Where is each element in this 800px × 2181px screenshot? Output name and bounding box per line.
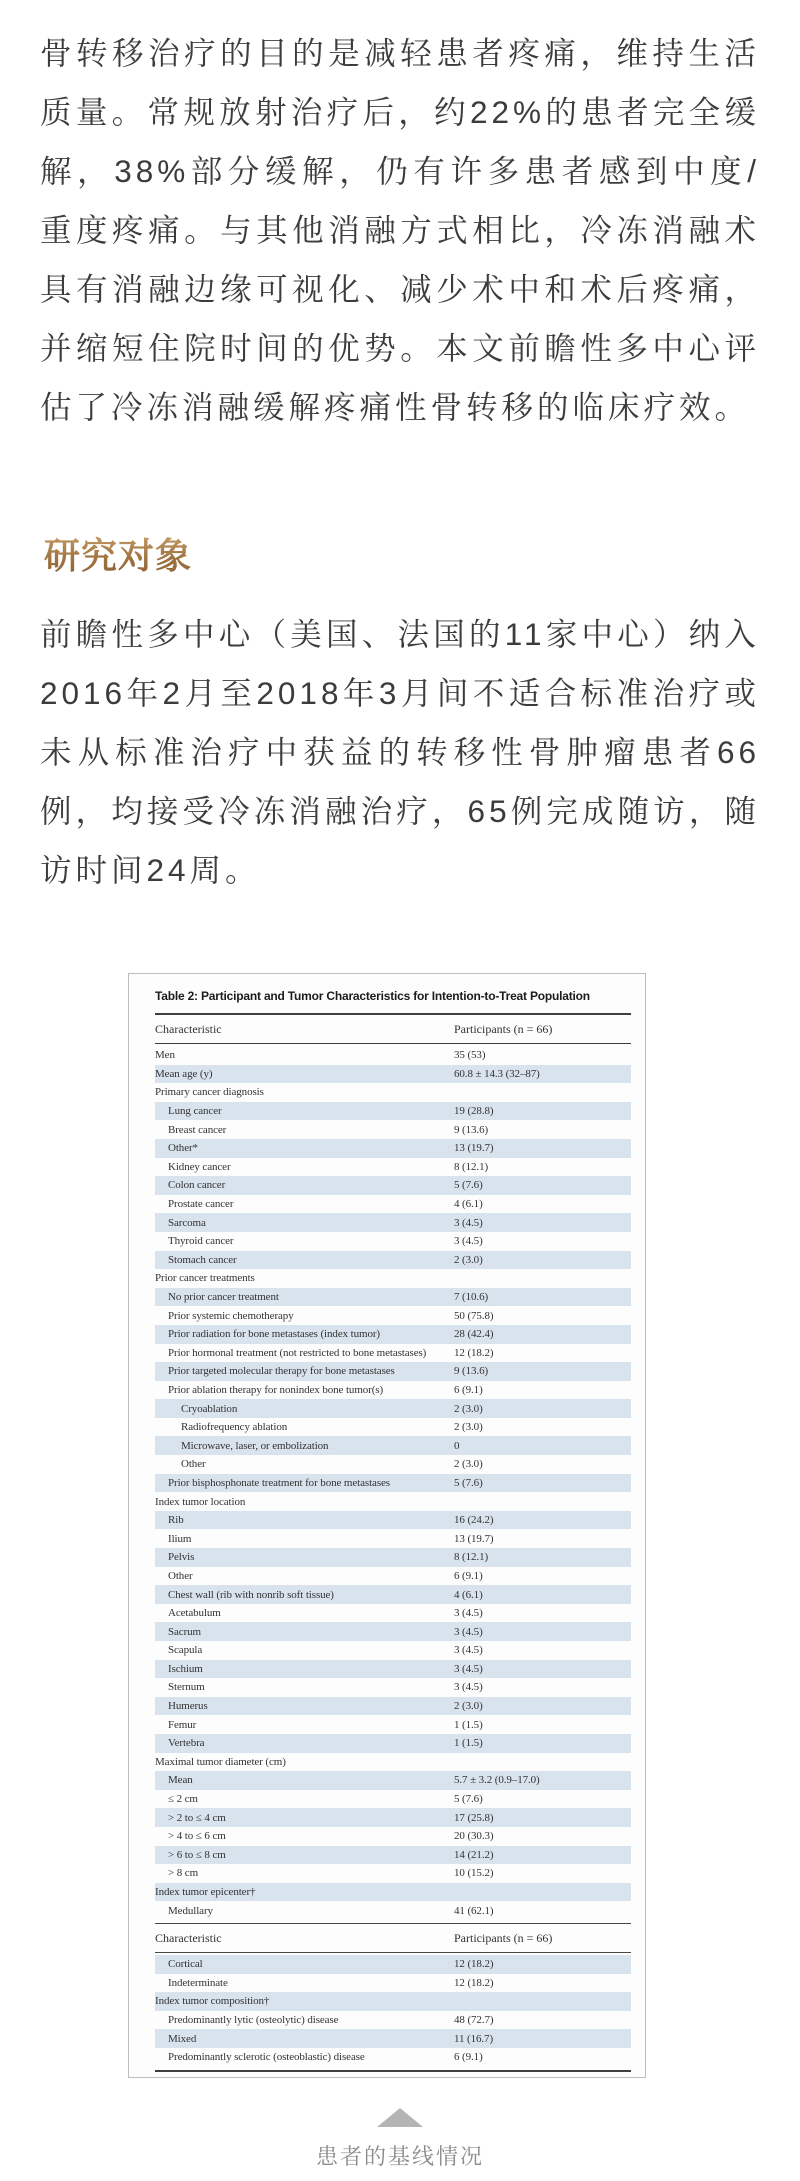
row-value: 19 (28.8) — [454, 1105, 494, 1118]
column-header-participants: Participants (n = 66) — [454, 1930, 553, 1945]
row-label: > 2 to ≤ 4 cm — [168, 1811, 226, 1824]
table-row — [155, 1567, 631, 1586]
row-value: 6 (9.1) — [454, 2051, 483, 2064]
table-row — [155, 1083, 631, 1102]
table-row — [155, 1901, 631, 1920]
table-rows-bottom — [155, 1955, 631, 2067]
row-label: Vertebra — [168, 1737, 205, 1750]
table-row — [155, 1344, 631, 1363]
row-label: Predominantly lytic (osteolytic) disease — [168, 2013, 339, 2026]
row-label: Other* — [168, 1142, 198, 1155]
row-label: Maximal tumor diameter (cm) — [155, 1755, 286, 1768]
table-row — [155, 1585, 631, 1604]
table-row — [155, 1102, 631, 1121]
row-label: Index tumor epicenter† — [155, 1886, 256, 1899]
table-row — [155, 1046, 631, 1065]
row-label: Medullary — [168, 1904, 213, 1917]
table-row — [155, 1474, 631, 1493]
row-label: Ilium — [168, 1532, 192, 1545]
table-row — [155, 1808, 631, 1827]
row-value: 3 (4.5) — [454, 1216, 483, 1229]
row-value: 4 (6.1) — [454, 1198, 483, 1211]
table-header-row — [155, 1015, 631, 1044]
row-label: Other — [168, 1569, 193, 1582]
table-row — [155, 1641, 631, 1660]
row-label: > 8 cm — [168, 1867, 199, 1880]
row-value: 2 (3.0) — [454, 1253, 483, 1266]
table-row — [155, 1753, 631, 1772]
row-label: Mean — [168, 1774, 193, 1787]
row-value: 2 (3.0) — [454, 1421, 483, 1434]
row-value: 10 (15.2) — [454, 1867, 494, 1880]
table-row — [155, 1992, 631, 2011]
row-label: Index tumor location — [155, 1495, 246, 1508]
row-label: Radiofrequency ablation — [181, 1421, 288, 1434]
column-header-characteristic: Characteristic — [155, 1930, 222, 1945]
row-value: 2 (3.0) — [454, 1402, 483, 1415]
row-label: Indeterminate — [168, 1976, 228, 1989]
row-label: Mixed — [168, 2032, 197, 2045]
table-row — [155, 1381, 631, 1400]
table-row — [155, 1195, 631, 1214]
table-row — [155, 1399, 631, 1418]
column-header-participants: Participants (n = 66) — [454, 1022, 553, 1036]
table-row — [155, 1213, 631, 1232]
row-value: 0 — [454, 1439, 460, 1452]
row-value: 6 (9.1) — [454, 1383, 483, 1396]
row-value: 41 (62.1) — [454, 1904, 494, 1917]
row-value: 8 (12.1) — [454, 1160, 489, 1173]
table-row — [155, 1065, 631, 1084]
row-value: 4 (6.1) — [454, 1588, 483, 1601]
table-row — [155, 1604, 631, 1623]
row-value: 1 (1.5) — [454, 1737, 483, 1750]
table-row — [155, 1251, 631, 1270]
table-row — [155, 2011, 631, 2030]
row-label: Acetabulum — [168, 1607, 221, 1620]
table-row — [155, 1418, 631, 1437]
row-label: > 4 to ≤ 6 cm — [168, 1830, 226, 1843]
table-row — [155, 1511, 631, 1530]
table2-figure — [128, 973, 646, 2078]
row-label: Breast cancer — [168, 1123, 227, 1136]
row-value: 12 (18.2) — [454, 1346, 494, 1359]
table-row — [155, 1660, 631, 1679]
row-value: 12 (18.2) — [454, 1976, 494, 1989]
row-label: Colon cancer — [168, 1179, 226, 1192]
row-label: Prior ablation therapy for nonindex bone tumor(s) — [168, 1383, 384, 1396]
table-row — [155, 1548, 631, 1567]
row-label: ≤ 2 cm — [168, 1793, 198, 1806]
row-label: Men — [155, 1049, 175, 1062]
table-row — [155, 1955, 631, 1974]
table-row — [155, 1362, 631, 1381]
row-value: 2 (3.0) — [454, 1458, 483, 1471]
table-row — [155, 1697, 631, 1716]
table-row — [155, 1734, 631, 1753]
table-row — [155, 1883, 631, 1902]
row-value: 3 (4.5) — [454, 1235, 483, 1248]
row-value: 11 (16.7) — [454, 2032, 494, 2045]
row-label: Cortical — [168, 1958, 203, 1971]
row-value: 60.8 ± 14.3 (32–87) — [454, 1067, 540, 1080]
table-row — [155, 1288, 631, 1307]
row-value: 5 (7.6) — [454, 1179, 483, 1192]
figure-caption: 患者的基线情况 — [315, 2144, 484, 2170]
row-value: 1 (1.5) — [454, 1718, 483, 1731]
table-row — [155, 1139, 631, 1158]
row-label: Prior systemic chemotherapy — [168, 1309, 294, 1322]
row-label: Microwave, laser, or embolization — [181, 1439, 329, 1452]
row-label: No prior cancer treatment — [168, 1291, 279, 1304]
row-label: Thyroid cancer — [168, 1235, 234, 1248]
row-value: 3 (4.5) — [454, 1681, 483, 1694]
table-row — [155, 1232, 631, 1251]
row-value: 3 (4.5) — [454, 1644, 483, 1657]
row-label: Sternum — [168, 1681, 205, 1694]
table-row — [155, 1974, 631, 1993]
row-value: 14 (21.2) — [454, 1848, 494, 1861]
row-value: 3 (4.5) — [454, 1607, 483, 1620]
section-heading: 研究对象 — [44, 533, 192, 579]
row-value: 16 (24.2) — [454, 1514, 494, 1527]
table-row — [155, 1455, 631, 1474]
row-value: 7 (10.6) — [454, 1291, 489, 1304]
row-label: Femur — [168, 1718, 197, 1731]
row-label: Kidney cancer — [168, 1160, 231, 1173]
section-heading-row — [40, 533, 760, 579]
table-title: Table 2: Participant and Tumor Characteristics for Intention-to-Treat Population — [155, 986, 631, 1015]
row-value: 8 (12.1) — [454, 1551, 489, 1564]
row-label: Sarcoma — [168, 1216, 206, 1229]
table-row — [155, 1436, 631, 1455]
row-value: 9 (13.6) — [454, 1123, 489, 1136]
table-row — [155, 1678, 631, 1697]
row-value: 5 (7.6) — [454, 1476, 483, 1489]
table-bottom-rule — [155, 2068, 631, 2072]
row-label: Prior cancer treatments — [155, 1272, 255, 1285]
row-value: 50 (75.8) — [454, 1309, 494, 1322]
row-value: 2 (3.0) — [454, 1700, 483, 1713]
row-value: 3 (4.5) — [454, 1625, 483, 1638]
row-label: Scapula — [168, 1644, 203, 1657]
row-value: 48 (72.7) — [454, 2013, 494, 2026]
study-population-paragraph: 前瞻性多中心（美国、法国的11家中心）纳入2016年2月至2018年3月间不适合标准治疗或未从标准治疗中获益的转移性骨肿瘤患者66例，均接受冷冻消融治疗，65例完成随访，随访时间24周。 — [40, 616, 760, 888]
row-label: Pelvis — [168, 1551, 195, 1564]
table-row — [155, 1827, 631, 1846]
row-label: Chest wall (rib with nonrib soft tissue) — [168, 1588, 334, 1601]
intro-paragraph: 骨转移治疗的目的是减轻患者疼痛，维持生活质量。常规放射治疗后，约22%的患者完全缓解，38%部分缓解，仍有许多患者感到中度/重度疼痛。与其他消融方式相比，冷冻消融术具有消融边缘可视化、减少术中和术后疼痛，并缩短住院时间的优势。本文前瞻性多中心评估了冷冻消融缓解疼痛性骨转移的临床疗效。 — [40, 35, 760, 425]
row-value: 13 (19.7) — [454, 1532, 494, 1545]
table-row — [155, 1158, 631, 1177]
row-value: 35 (53) — [454, 1049, 486, 1062]
row-value: 5 (7.6) — [454, 1793, 483, 1806]
row-value: 3 (4.5) — [454, 1662, 483, 1675]
table-row — [155, 1864, 631, 1883]
row-label: Prior bisphosphonate treatment for bone metastases — [168, 1476, 390, 1489]
row-value: 5.7 ± 3.2 (0.9–17.0) — [454, 1774, 540, 1787]
row-value: 13 (19.7) — [454, 1142, 494, 1155]
row-label: Ischium — [168, 1662, 203, 1675]
table-row — [155, 1306, 631, 1325]
table-rows-top — [155, 1046, 631, 1920]
column-header-characteristic: Characteristic — [155, 1022, 222, 1036]
row-label: Prior radiation for bone metastases (index tumor) — [168, 1328, 380, 1341]
row-label: Predominantly sclerotic (osteoblastic) disease — [168, 2051, 365, 2064]
row-label: Index tumor composition† — [155, 1995, 270, 2008]
table-row — [155, 2029, 631, 2048]
table-row — [155, 1176, 631, 1195]
table-header-row-repeated — [155, 1923, 631, 1953]
row-label: > 6 to ≤ 8 cm — [168, 1848, 226, 1861]
row-value: 17 (25.8) — [454, 1811, 494, 1824]
table-row — [155, 2048, 631, 2067]
row-value: 6 (9.1) — [454, 1569, 483, 1582]
table-row — [155, 1622, 631, 1641]
table-row — [155, 1325, 631, 1344]
row-label: Sacrum — [168, 1625, 202, 1638]
row-label: Cryoablation — [181, 1402, 238, 1415]
row-label: Stomach cancer — [168, 1253, 237, 1266]
table-row — [155, 1529, 631, 1548]
row-value: 12 (18.2) — [454, 1958, 494, 1971]
row-label: Lung cancer — [168, 1105, 222, 1118]
row-label: Mean age (y) — [155, 1067, 213, 1080]
row-value: 20 (30.3) — [454, 1830, 494, 1843]
row-label: Prostate cancer — [168, 1198, 234, 1211]
row-label: Primary cancer diagnosis — [155, 1086, 264, 1099]
table-row — [155, 1269, 631, 1288]
table-row — [155, 1771, 631, 1790]
table-row — [155, 1790, 631, 1809]
table-row — [155, 1846, 631, 1865]
row-label: Other — [181, 1458, 206, 1471]
collapse-up-triangle-icon[interactable] — [377, 2108, 423, 2127]
row-value: 28 (42.4) — [454, 1328, 494, 1341]
row-label: Humerus — [168, 1700, 208, 1713]
row-label: Rib — [168, 1514, 184, 1527]
row-label: Prior targeted molecular therapy for bone metastases — [168, 1365, 395, 1378]
table-row — [155, 1715, 631, 1734]
table-row — [155, 1492, 631, 1511]
row-value: 9 (13.6) — [454, 1365, 489, 1378]
table-row — [155, 1120, 631, 1139]
row-label: Prior hormonal treatment (not restricted to bone metastases) — [168, 1346, 427, 1359]
